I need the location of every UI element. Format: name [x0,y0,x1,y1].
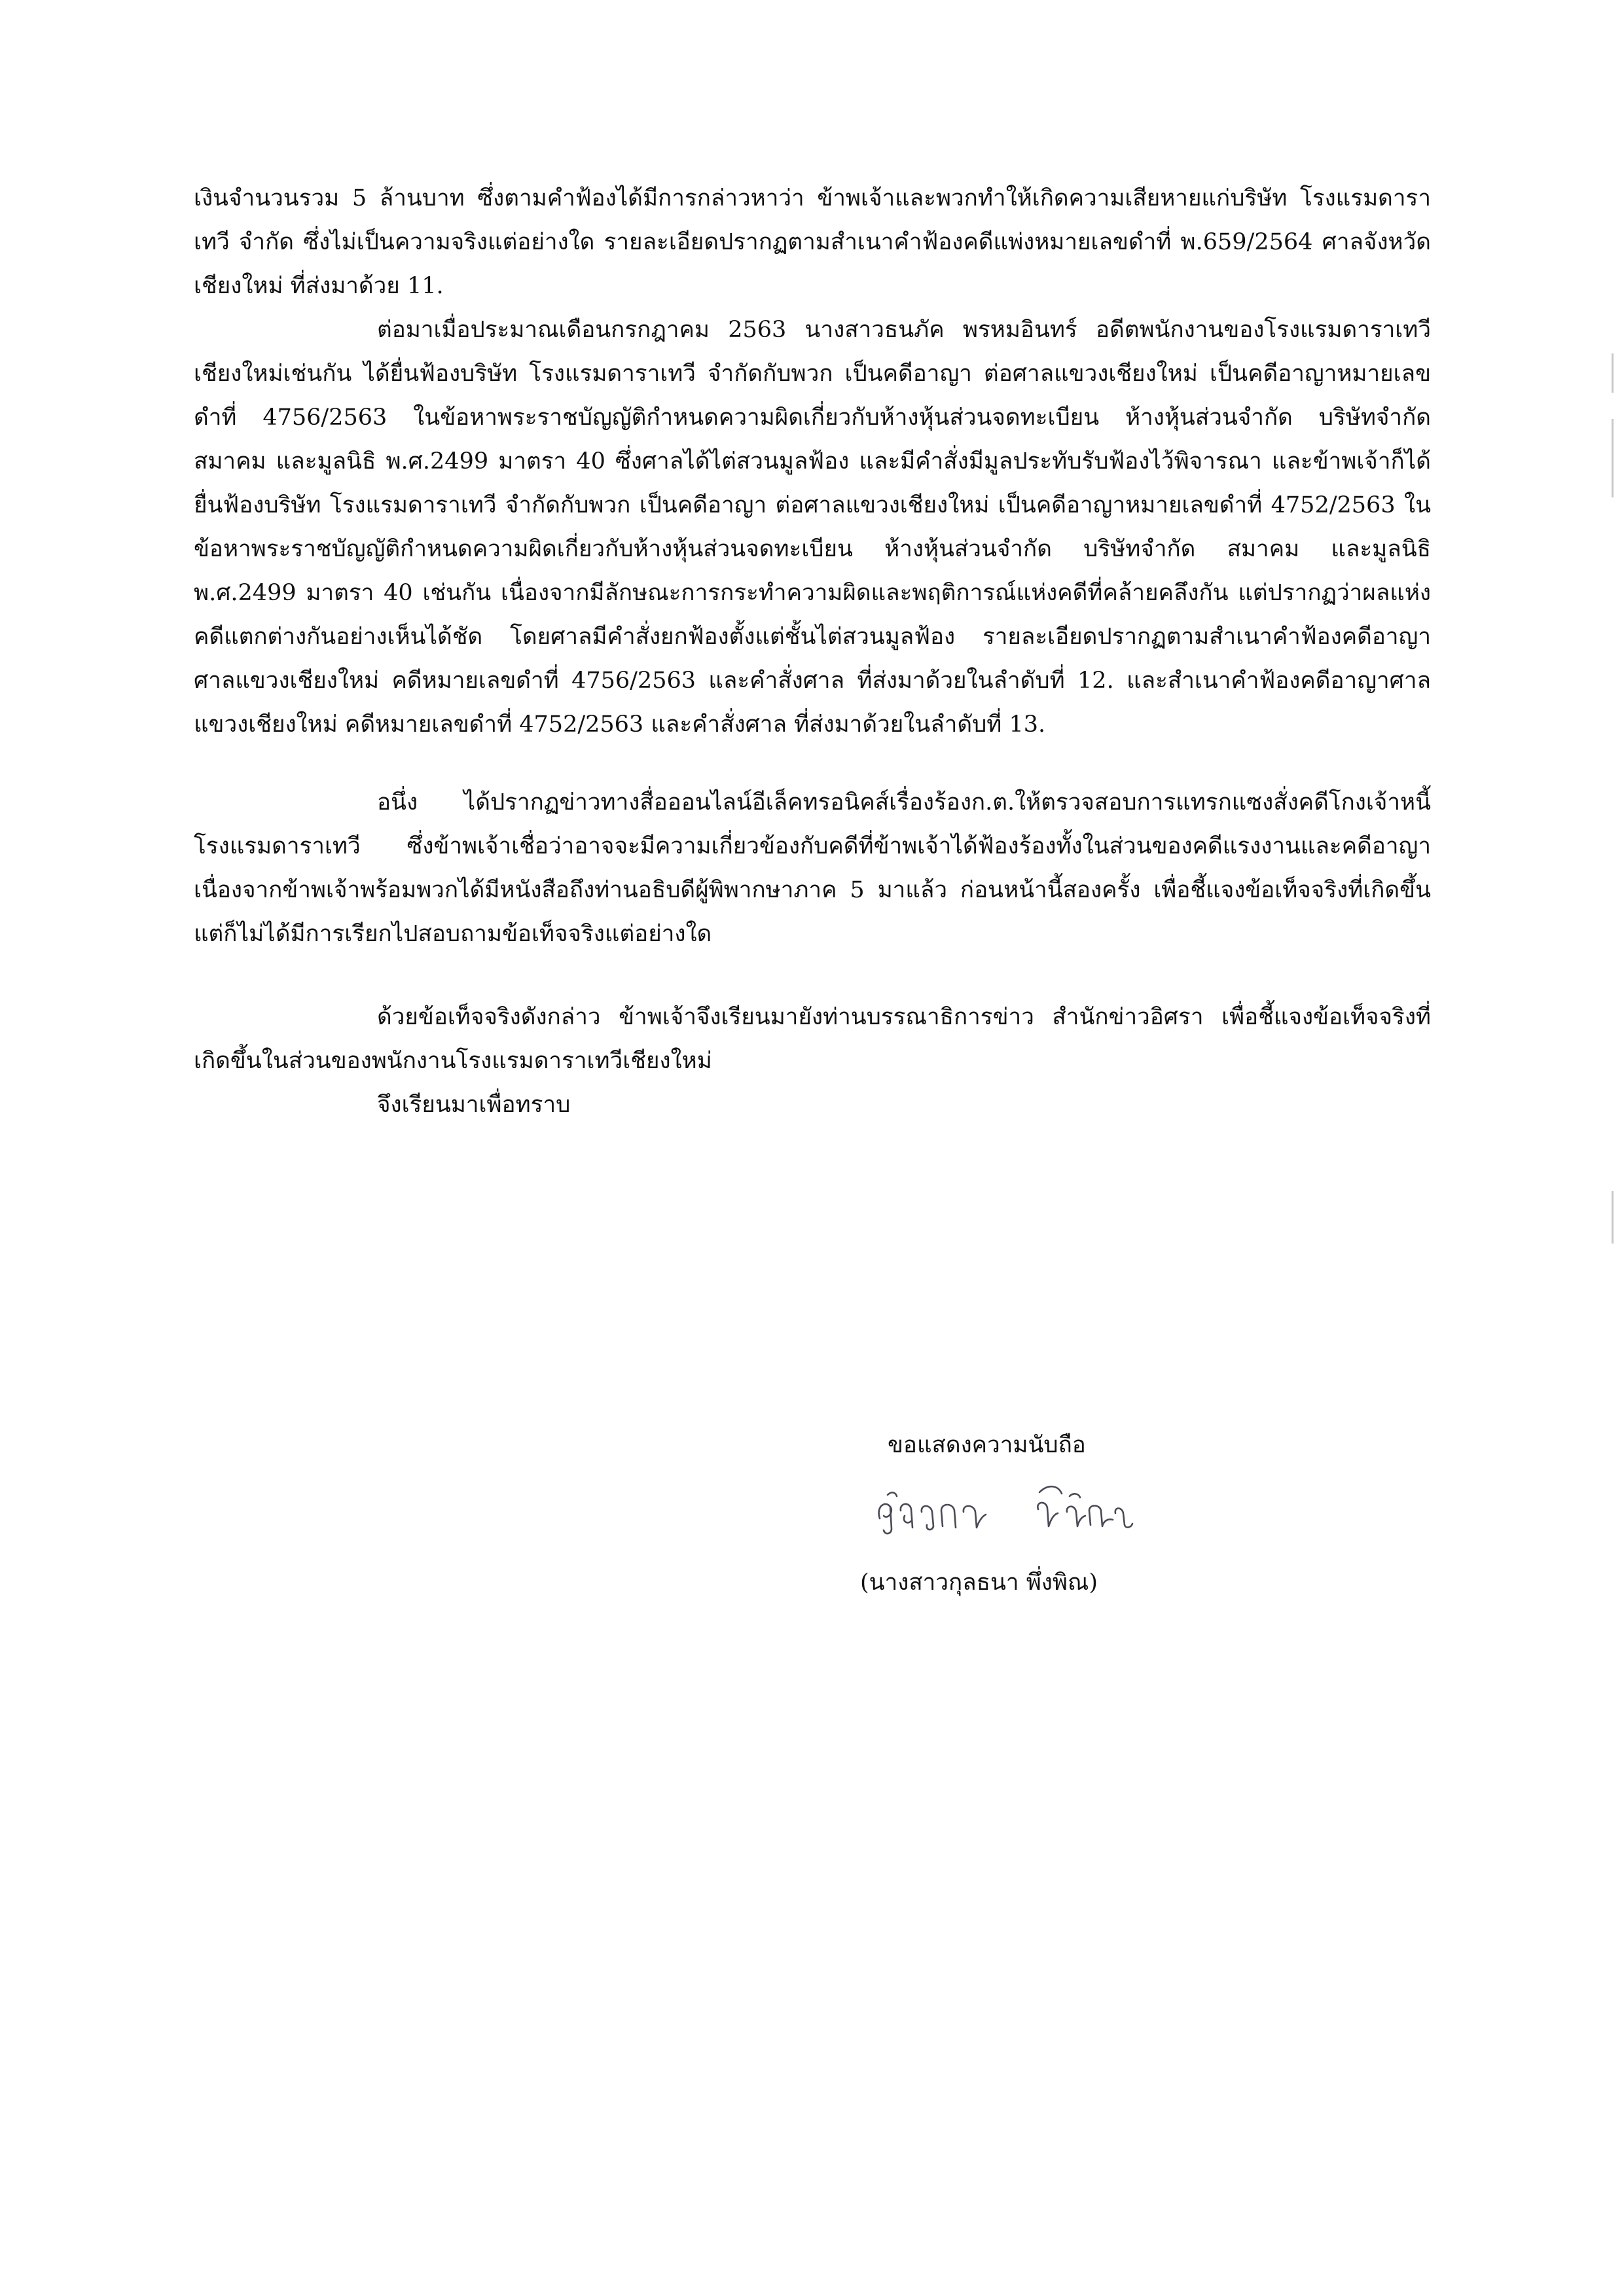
paragraph-lawsuit-criminal: ต่อมาเมื่อประมาณเดือนกรกฎาคม 2563 นางสาวธนภัค พรหมอินทร์ อดีตพนักงานของโรงแรมดาราเทวีเชียงใหม่เช่นกัน ได้ยื่นฟ้องบริษัท โรงแรมดาราเทวี จำกัดกับพวก เป็นคดีอาญา ต่อศาลแขวงเชียงใหม่ เป็นคดีอาญาหมายเลขดำที่ 4756/2563 ในข้อหาพระราชบัญญัติกำหนดความผิดเกี่ยวกับห้างหุ้นส่วนจดทะเบียน ห้างหุ้นส่วนจำกัด บริษัทจำกัด สมาคม และมูลนิธิ พ.ศ.2499 มาตรา 40 ซึ่งศาลได้ไต่สวนมูลฟ้อง และมีคำสั่งมีมูลประทับรับฟ้องไว้พิจารณา และข้าพเจ้าก็ได้ยื่นฟ้องบริษัท โรงแรมดาราเทวี จำกัดกับพวก เป็นคดีอาญา ต่อศาลแขวงเชียงใหม่ เป็นคดีอาญาหมายเลขดำที่ 4752/2563 ในข้อหาพระราชบัญญัติกำหนดความผิดเกี่ยวกับห้างหุ้นส่วนจดทะเบียน ห้างหุ้นส่วนจำกัด บริษัทจำกัด สมาคม และมูลนิธิ พ.ศ.2499 มาตรา 40 เช่นกัน เนื่องจากมีลักษณะการกระทำความผิดและพฤติการณ์แห่งคดีที่คล้ายคลึงกัน แต่ปรากฏว่าผลแห่งคดีแตกต่างกันอย่างเห็นได้ชัด โดยศาลมีคำสั่งยกฟ้องตั้งแต่ชั้นไต่สวนมูลฟ้อง รายละเอียดปรากฏตามสำเนาคำฟ้องคดีอาญา ศาลแขวงเชียงใหม่ คดีหมายเลขดำที่ 4756/2563 และคำสั่งศาล ที่ส่งมาด้วยในลำดับที่ 12. และสำเนาคำฟ้องคดีอาญาศาลแขวงเชียงใหม่ คดีหมายเลขดำที่ 4752/2563 และคำสั่งศาล ที่ส่งมาด้วยในลำดับที่ 13. [194,317,1431,738]
scan-edge-mark [1612,353,1614,393]
paragraph-conclusion: ด้วยข้อเท็จจริงดังกล่าว ข้าพเจ้าจึงเรียนมายังท่านบรรณาธิการข่าว สำนักข่าวอิศรา เพื่อชี้แจงข้อเท็จจริงที่เกิดขึ้นในส่วนของพนักงานโรงแรมดาราเทวีเชียงใหม่ [194,1004,1431,1074]
handwritten-signature [861,1473,1136,1545]
respect-line: ขอแสดงความนับถือ [888,1432,1086,1458]
closing-line: จึงเรียนมาเพื่อทราบ [377,1092,571,1118]
letter-body [194,177,1431,1127]
paragraph-online-news: อนึ่ง ได้ปรากฏข่าวทางสื่อออนไลน์อีเล็คทรอนิคส์เรื่องร้องก.ต.ให้ตรวจสอบการแทรกแซงสั่งคดีโกงเจ้าหนี้โรงแรมดาราเทวี ซึ่งข้าพเจ้าเชื่อว่าอาจจะมีความเกี่ยวข้องกับคดีที่ข้าพเจ้าได้ฟ้องร้องทั้งในส่วนของคดีแรงงานและคดีอาญา เนื่องจากข้าพเจ้าพร้อมพวกได้มีหนังสือถึงท่านอธิบดีผู้พิพากษาภาค 5 มาแล้ว ก่อนหน้านี้สองครั้ง เพื่อชี้แจงข้อเท็จจริงที่เกิดขึ้น แต่ก็ไม่ได้มีการเรียกไปสอบถามข้อเท็จจริงแต่อย่างใด [194,789,1431,947]
paragraph-lawsuit-civil: เงินจำนวนรวม 5 ล้านบาท ซึ่งตามคำฟ้องได้มีการกล่าวหาว่า ข้าพเจ้าและพวกทำให้เกิดความเสียหายแก่บริษัท โรงแรมดาราเทวี จำกัด ซึ่งไม่เป็นความจริงแต่อย่างใด รายละเอียดปรากฏตามสำเนาคำฟ้องคดีแพ่งหมายเลขดำที่ พ.659/2564 ศาลจังหวัดเชียงใหม่ ที่ส่งมาด้วย 11. [194,185,1431,299]
scan-edge-mark [1612,419,1614,497]
scan-edge-mark [1612,1191,1614,1244]
signer-name: (นางสาวกุลธนา พึ่งพิณ) [860,1570,1098,1596]
signature-graphic [861,1473,1136,1545]
